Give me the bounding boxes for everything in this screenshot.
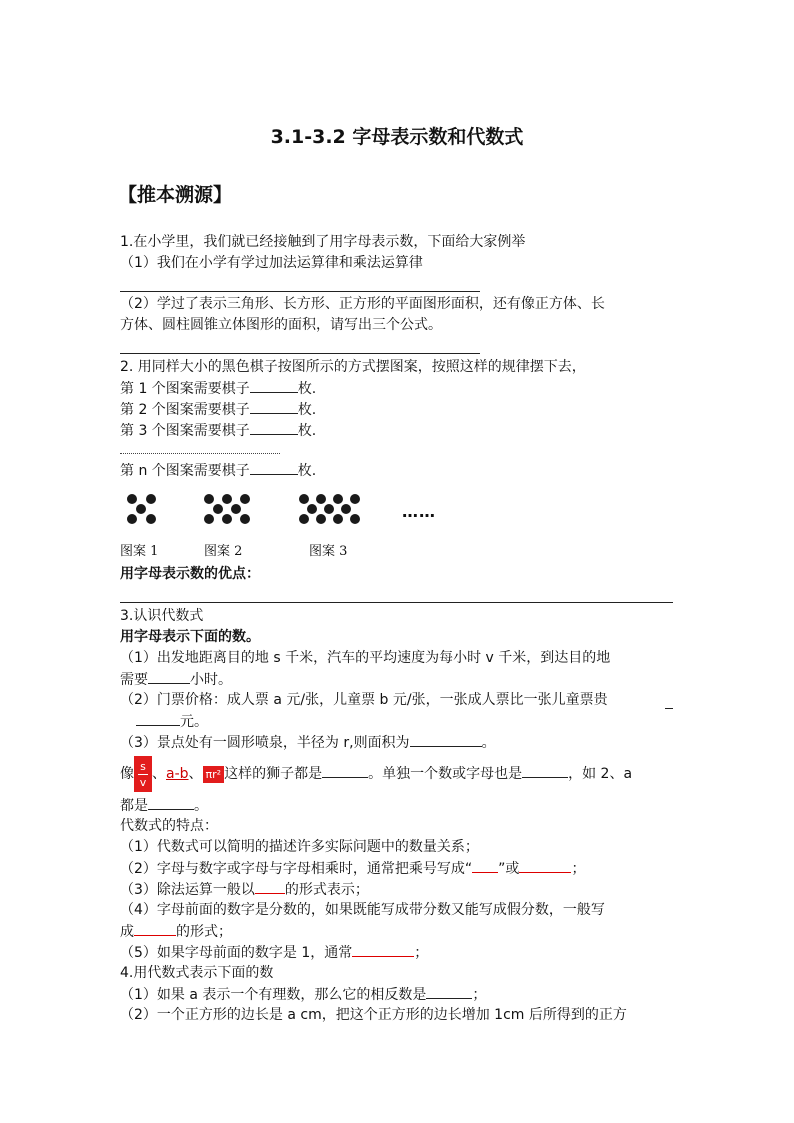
q1-item2-a: （2）学过了表示三角形、长方形、正方形的平面图形面积，还有像正方体、长: [120, 296, 605, 312]
answer-blank[interactable]: [519, 858, 571, 873]
feature-5-label: （5）如果字母前面的数字是 1，通常: [120, 945, 353, 961]
q4-item1-label: （1）如果 a 表示一个有理数，那么它的相反数是: [120, 987, 427, 1003]
answer-blank[interactable]: [148, 795, 194, 810]
q3-like-pre: 像: [120, 766, 134, 782]
chess-piece: [127, 514, 137, 524]
answer-blank[interactable]: [250, 420, 298, 435]
q3-like-mid: 这样的狮子都是: [224, 766, 323, 782]
features-title: 代数式的特点：: [120, 818, 218, 834]
chess-piece: [299, 514, 309, 524]
feature-1: （1）代数式可以简明的描述许多实际问题中的数量关系；: [120, 839, 479, 855]
separator: 、: [152, 766, 166, 782]
pattern-caption-3: 图案 3: [309, 544, 348, 559]
chess-piece: [341, 504, 351, 514]
chess-piece: [146, 494, 156, 504]
feature-4-b: [120, 921, 232, 942]
pattern-caption-2: 图案 2: [204, 544, 243, 559]
chess-piece: [204, 514, 214, 524]
q3-item3-label: （3）景点处有一圆形喷泉，半径为 r,则面积为: [120, 735, 410, 751]
q2-unit: 枚.: [297, 381, 317, 397]
chess-piece: [350, 494, 360, 504]
q3-like-end: ，如 2、a: [568, 766, 633, 782]
chess-piece: [204, 494, 214, 504]
feature-3-label: （3）除法运算一般以: [120, 882, 255, 898]
q3-item1-b-unit: 小时。: [190, 672, 232, 688]
q1-intro: 1.在小学里，我们就已经接触到了用字母表示数，下面给大家例举: [120, 234, 526, 250]
q2-line-2: [120, 399, 316, 420]
answer-blank[interactable]: [134, 921, 176, 936]
answer-line: [120, 353, 480, 354]
q2-line-1-label: 第 1 个图案需要棋子: [120, 381, 250, 397]
q2-unit: 枚.: [297, 402, 317, 418]
feature-2: [120, 858, 585, 879]
pattern-ellipsis: ……: [402, 502, 436, 521]
q2-line-2-label: 第 2 个图案需要棋子: [120, 402, 250, 418]
feature-2-label: （2）字母与数字或字母与字母相乘时，通常把乘号写成“: [120, 861, 473, 877]
q3-also: [120, 795, 208, 816]
q3-also-end: 。: [194, 798, 208, 814]
section-heading: 【推本溯源】: [118, 184, 233, 206]
answer-blank[interactable]: [472, 858, 498, 873]
q2-unit: 枚.: [297, 463, 317, 479]
q2-line-3: [120, 420, 316, 441]
page-title: 3.1-3.2 字母表示数和代数式: [270, 126, 524, 148]
answer-blank[interactable]: [250, 378, 298, 393]
chess-piece: [222, 514, 232, 524]
fraction-numerator: s: [140, 759, 146, 773]
q1-item1: （1）我们在小学有学过加法运算律和乘法运算律: [120, 255, 423, 271]
chess-piece: [240, 494, 250, 504]
fraction-s-over-v: [134, 756, 152, 792]
chess-piece: [146, 514, 156, 524]
q1-item2-b: 方体、圆柱圆锥立体图形的面积，请写出三个公式。: [120, 317, 442, 333]
q2-line-n-label: 第 n 个图案需要棋子: [120, 463, 250, 479]
feature-2-mid: ”或: [498, 861, 520, 877]
q3-item2-b-unit: 元。: [180, 714, 208, 730]
q3-item1-b: [120, 669, 232, 690]
q3-item1-a: （1）出发地距离目的地 s 千米，汽车的平均速度为每小时 v 千米，到达目的地: [120, 650, 611, 666]
q4-item1-end: ；: [472, 987, 487, 1003]
q2-line-3-label: 第 3 个图案需要棋子: [120, 423, 250, 439]
feature-4-b-label: 成: [120, 924, 134, 940]
feature-5-end: ；: [414, 945, 429, 961]
q3-item2-b: [136, 711, 208, 732]
pattern-caption-1: 图案 1: [120, 544, 159, 559]
answer-blank[interactable]: [322, 763, 368, 778]
answer-blank[interactable]: [255, 879, 285, 894]
q4-item2: （2）一个正方形的边长是 a cm，把这个正方形的边长增加 1cm 后所得到的正方: [120, 1007, 627, 1023]
q4-item1: [120, 984, 486, 1005]
advantage-prompt: 用字母表示数的优点：: [120, 566, 260, 582]
chess-piece: [136, 504, 146, 514]
chess-piece: [350, 514, 360, 524]
answer-blank[interactable]: [250, 399, 298, 414]
q2-unit: 枚.: [297, 423, 317, 439]
answer-blank[interactable]: [665, 694, 673, 709]
answer-line: [120, 291, 480, 292]
feature-4-b-post: 的形式；: [176, 924, 232, 940]
expression-a-minus-b: a-b: [166, 766, 189, 782]
q3-subheading: 用字母表示下面的数。: [120, 629, 260, 645]
separator: 、: [188, 766, 203, 782]
chess-piece: [213, 504, 223, 514]
fraction-denominator: v: [139, 775, 147, 789]
feature-2-end: ；: [571, 861, 586, 877]
chess-piece: [316, 494, 326, 504]
dotted-separator: [120, 453, 280, 454]
q2-line-1: [120, 378, 316, 399]
q4-heading: 4.用代数式表示下面的数: [120, 965, 274, 981]
chess-piece: [231, 504, 241, 514]
feature-3-post: 的形式表示；: [284, 882, 369, 898]
q3-like-mid2: 。单独一个数或字母也是: [368, 766, 523, 782]
chess-piece: [127, 494, 137, 504]
chess-piece: [333, 514, 343, 524]
q3-item3: [120, 732, 496, 753]
answer-blank[interactable]: [136, 711, 180, 726]
chess-piece: [324, 504, 334, 514]
answer-blank[interactable]: [522, 763, 568, 778]
q3-like-line: [120, 754, 632, 794]
chess-piece: [299, 494, 309, 504]
feature-3: [120, 879, 369, 900]
q3-item3-end: 。: [481, 735, 496, 751]
answer-line: [120, 602, 673, 603]
answer-blank[interactable]: [250, 460, 298, 475]
chess-piece: [316, 514, 326, 524]
q3-item1-b-label: 需要: [120, 672, 148, 688]
chess-piece: [333, 494, 343, 504]
chess-piece: [222, 494, 232, 504]
q3-heading: 3.认识代数式: [120, 608, 204, 624]
q2-intro: 2. 用同样大小的黑色棋子按图所示的方式摆图案，按照这样的规律摆下去，: [120, 359, 586, 375]
answer-blank[interactable]: [352, 942, 414, 957]
feature-5: [120, 942, 428, 963]
feature-4-a: （4）字母前面的数字是分数的，如果既能写成带分数又能写成假分数，一般写: [120, 902, 605, 918]
q3-item2-a: （2）门票价格：成人票 a 元/张，儿童票 b 元/张，一张成人票比一张儿童票贵: [120, 692, 608, 708]
q3-also-label: 都是: [120, 798, 148, 814]
chess-piece: [307, 504, 317, 514]
answer-blank[interactable]: [148, 669, 190, 684]
q2-line-n: [120, 460, 316, 481]
answer-blank[interactable]: [426, 984, 472, 999]
expression-pi-r-squared: πr²: [203, 766, 225, 783]
answer-blank[interactable]: [410, 732, 482, 747]
chess-piece: [240, 514, 250, 524]
